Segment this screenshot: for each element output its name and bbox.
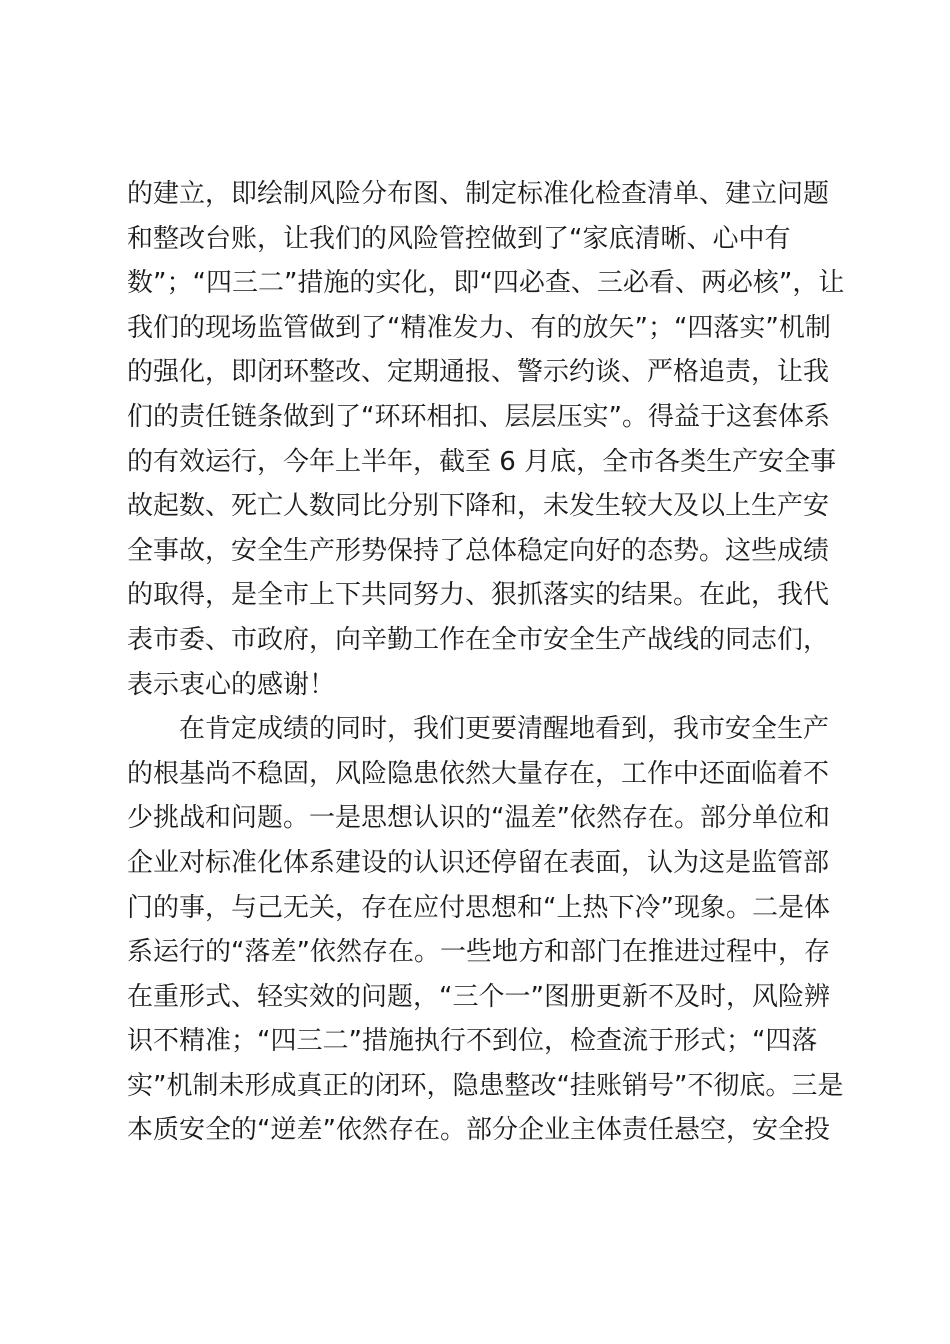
text-line: 实”机制未形成真正的闭环，隐患整改“挂账销号”不彻底。三是 (127, 1070, 844, 1101)
text-line: 少挑战和问题。一是思想认识的“温差”依然存在。部分单位和 (127, 803, 830, 834)
text-line: 的有效运行，今年上半年，截至 6 月底，全市各类生产安全事 (127, 446, 837, 477)
text-line: 我们的现场监管做到了“精准发力、有的放矢”；“四落实”机制 (127, 312, 831, 343)
text-line: 表市委、市政府，向辛勤工作在全市安全生产战线的同志们， (127, 624, 830, 655)
text-line: 识不精准；“四三二”措施执行不到位，检查流于形式；“四落 (127, 1026, 818, 1057)
text-line: 们的责任链条做到了“环环相扣、层层压实”。得益于这套体系 (127, 401, 830, 432)
text-line: 和整改台账，让我们的风险管控做到了“家底清晰、心中有 (127, 223, 791, 254)
text-line: 的建立，即绘制风险分布图、制定标准化检查清单、建立问题 (127, 179, 830, 209)
text-line: 数”；“四三二”措施的实化，即“四必查、三必看、两必核”，让 (127, 268, 845, 299)
text-line: 全事故，安全生产形势保持了总体稳定向好的态势。这些成绩 (127, 535, 830, 566)
text-line: 门的事，与己无关，存在应付思想和“上热下冷”现象。二是体 (127, 892, 830, 923)
text-line: 企业对标准化体系建设的认识还停留在表面，认为这是监管部 (127, 847, 830, 878)
text-line: 的强化，即闭环整改、定期通报、警示约谈、严格追责，让我 (127, 357, 830, 388)
text-line: 表示衷心的感谢！ (127, 669, 336, 700)
text-line: 的取得，是全市上下共同努力、狠抓落实的结果。在此，我代 (127, 580, 830, 611)
body-text (127, 172, 845, 1153)
text-line: 在重形式、轻实效的问题，“三个一”图册更新不及时，风险辨 (127, 981, 830, 1012)
text-line: 的根基尚不稳固，风险隐患依然大量存在，工作中还面临着不 (127, 758, 830, 789)
text-line: 系运行的“落差”依然存在。一些地方和部门在推进过程中，存 (127, 937, 830, 968)
paragraph-first-line: 在肯定成绩的同时，我们更要清醒地看到，我市安全生产 (179, 714, 830, 745)
text-line: 本质安全的“逆差”依然存在。部分企业主体责任悬空，安全投 (127, 1115, 830, 1146)
text-line: 故起数、死亡人数同比分别下降和，未发生较大及以上生产安 (127, 491, 830, 522)
